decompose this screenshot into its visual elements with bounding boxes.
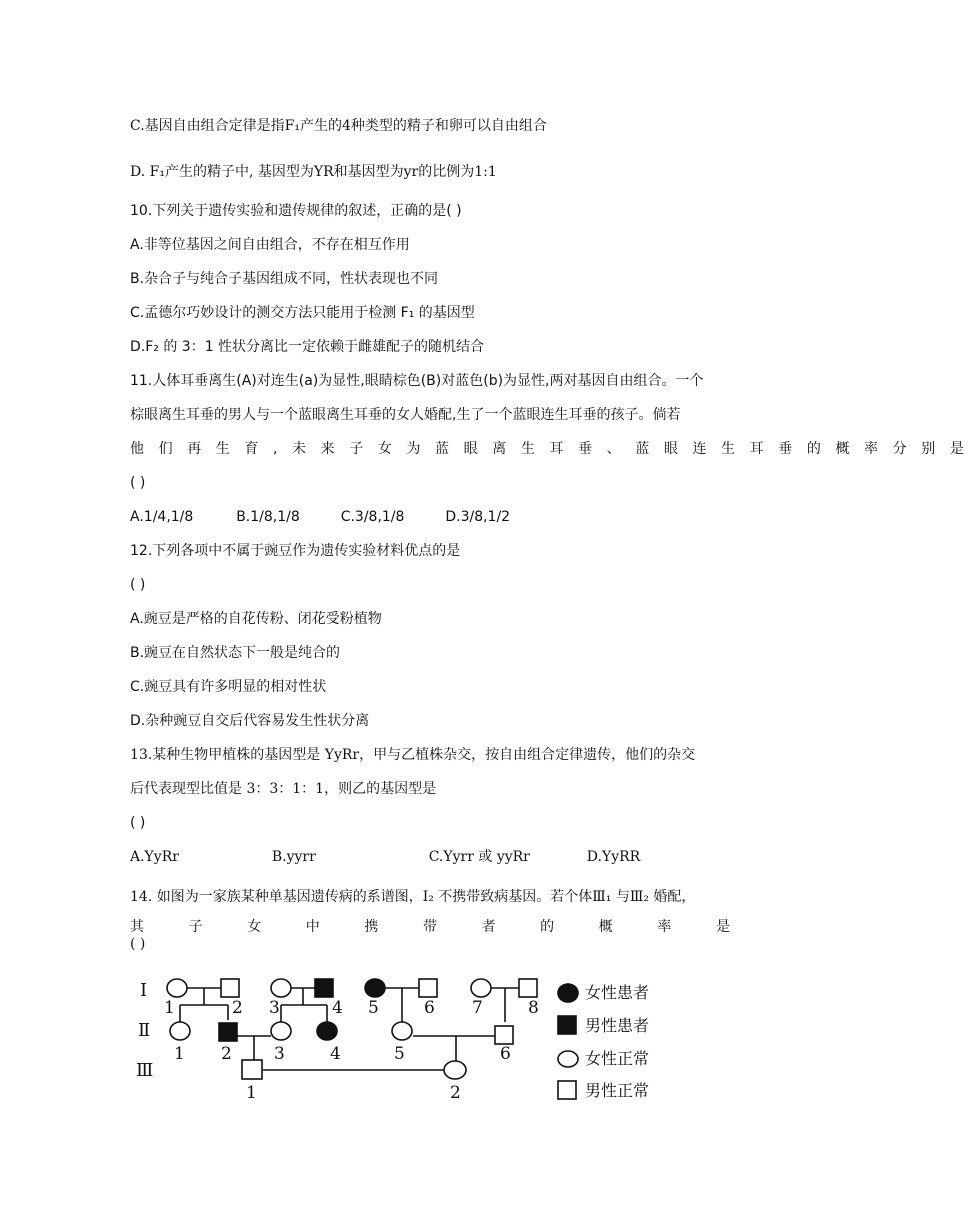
q11-stem-line-1: 11.人体耳垂离生(A)对连生(a)为显性,眼睛棕色(B)对蓝色(b)为显性,两对基因自由组合。一个	[130, 373, 704, 389]
q12-option-d: D.杂种豌豆自交后代容易发生性状分离	[130, 713, 370, 729]
gen1-male-8	[519, 979, 537, 997]
q13-stem-line-1: 13.某种生物甲植株的基因型是 YyRr，甲与乙植株杂交，按自由组合定律遗传，他们的杂交	[130, 747, 696, 763]
q10-option-a: A.非等位基因之间自由组合，不存在相互作用	[130, 237, 410, 253]
gen1-number-8: 8	[528, 998, 539, 1018]
gen1-male-2	[221, 979, 239, 997]
q11-stem-line-3: 他们再生育,未来子女为蓝眼离生耳垂、蓝眼连生耳垂的概率分别是	[130, 441, 978, 457]
q12-option-c: C.豌豆具有许多明显的相对性状	[130, 679, 327, 695]
legend-female-affected-symbol	[558, 984, 578, 1002]
q13-stem-line-2: 后代表现型比值是 3：3：1：1，则乙的基因型是	[130, 781, 437, 797]
gen1-male-6	[419, 979, 437, 997]
gen1-number-2: 2	[232, 998, 243, 1018]
legend-male-normal-label: 男性正常	[585, 1081, 650, 1100]
legend-female-affected-label: 女性患者	[585, 983, 650, 1002]
q11-option-d: D.3/8,1/2	[445, 509, 511, 525]
gen1-female-7	[471, 979, 491, 997]
q12-stem: 12.下列各项中不属于豌豆作为遗传实验材料优点的是	[130, 543, 461, 559]
q11-option-c: C.3/8,1/8	[340, 509, 405, 525]
gen3-number-2: 2	[450, 1083, 461, 1103]
gen1-number-1: 1	[164, 998, 175, 1018]
q12-paren: ( )	[130, 577, 146, 593]
legend-female-normal-symbol	[558, 1051, 578, 1067]
q11-options	[130, 507, 510, 527]
q12-option-a: A.豌豆是严格的自花传粉、闭花受粉植物	[130, 611, 382, 627]
gen1-number-5: 5	[368, 998, 379, 1018]
gen1-female-1	[167, 979, 187, 997]
gen3-number-1: 1	[246, 1083, 257, 1103]
legend-male-affected-symbol	[558, 1016, 576, 1034]
q13-option-a: A.YyRr	[130, 849, 179, 865]
legend-male-normal-symbol	[558, 1081, 576, 1099]
q13-option-d: D.YyRR	[586, 849, 641, 865]
gen1-female-5-affected	[365, 979, 385, 997]
gen1-number-7: 7	[472, 998, 483, 1018]
gen2-female-1	[170, 1022, 190, 1040]
legend-male-affected-label: 男性患者	[585, 1016, 650, 1035]
q9-option-c: C.基因自由组合定律是指F₁产生的4种类型的精子和卵可以自由组合	[130, 118, 547, 134]
q13-option-c: C.Yyrr 或 yyRr	[428, 849, 530, 865]
gen1-number-6: 6	[424, 998, 435, 1018]
gen2-number-1: 1	[174, 1044, 185, 1064]
gen1-female-3	[271, 979, 291, 997]
gen1-male-4-affected	[315, 979, 333, 997]
gen2-number-2: 2	[221, 1044, 232, 1064]
gen3-male-1	[242, 1060, 262, 1079]
legend-female-normal-label: 女性正常	[585, 1049, 650, 1068]
q11-option-b: B.1/8,1/8	[236, 509, 300, 525]
q10-option-d: D.F₂ 的 3：1 性状分离比一定依赖于雌雄配子的随机结合	[130, 339, 485, 355]
q13-option-b: B.yyrr	[271, 849, 316, 865]
q9-option-d: D. F₁产生的精子中, 基因型为YR和基因型为yr的比例为1:1	[130, 164, 497, 180]
q14-stem-line-2-text: 其 子 女 中 携 带 者 的 概 率 是	[130, 919, 730, 935]
gen2-number-5: 5	[394, 1044, 405, 1064]
q13-paren: ( )	[130, 815, 146, 831]
pedigree-chart	[130, 964, 690, 1114]
q14-paren: ( )	[130, 936, 146, 952]
gen2-female-5	[392, 1022, 412, 1040]
gen2-number-4: 4	[330, 1044, 341, 1064]
gen2-male-6	[495, 1026, 513, 1044]
gen-label-3: Ⅲ	[136, 1060, 154, 1081]
gen2-male-2-affected	[219, 1023, 237, 1041]
gen2-number-3: 3	[274, 1044, 285, 1064]
q13-options	[130, 847, 640, 867]
q10-option-c: C.孟德尔巧妙设计的测交方法只能用于检测 F₁ 的基因型	[130, 305, 475, 321]
gen-label-1: Ⅰ	[140, 980, 148, 1001]
gen3-female-2	[444, 1061, 466, 1079]
q11-option-a: A.1/4,1/8	[130, 509, 194, 525]
q11-stem-line-2: 棕眼离生耳垂的男人与一个蓝眼离生耳垂的女人婚配,生了一个蓝眼连生耳垂的孩子。倘若	[130, 407, 681, 423]
q12-option-b: B.豌豆在自然状态下一般是纯合的	[130, 645, 341, 661]
gen2-female-3	[271, 1022, 291, 1040]
q10-stem: 10.下列关于遗传实验和遗传规律的叙述，正确的是( )	[130, 203, 462, 219]
q11-paren: ( )	[130, 475, 146, 491]
q14-stem-line-1: 14. 如图为一家族某种单基因遗传病的系谱图，Ⅰ₂ 不携带致病基因。若个体Ⅲ₁ 与Ⅲ₂ 婚配，	[130, 889, 696, 905]
gen-label-2: Ⅱ	[138, 1020, 151, 1041]
q10-option-b: B.杂合子与纯合子基因组成不同，性状表现也不同	[130, 271, 439, 287]
gen2-number-6: 6	[500, 1044, 511, 1064]
gen2-female-4-affected	[317, 1022, 337, 1040]
gen1-number-3: 3	[269, 998, 280, 1018]
gen1-number-4: 4	[332, 998, 343, 1018]
q14-stem-line-2	[130, 917, 730, 937]
